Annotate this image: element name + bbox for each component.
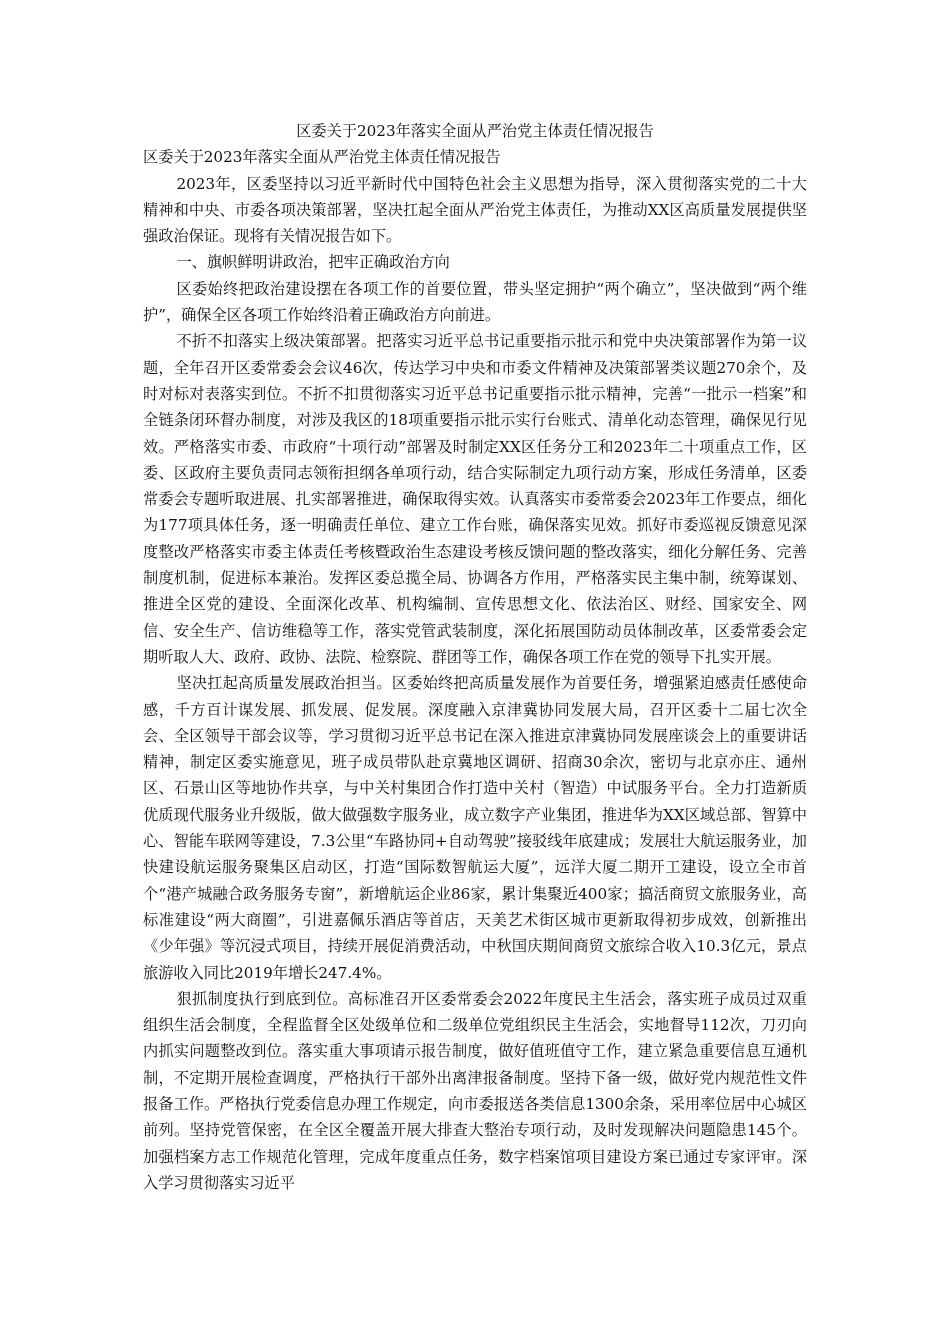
body-paragraph-2: 不折不扣落实上级决策部署。把落实习近平总书记重要指示批示和党中央决策部署作为第一议题，全年召开区委常委会会议46次，传达学习中央和市委文件精神及决策部署类议题270余个，及时对标对表落实到位。不折不扣贯彻落实习近平总书记重要指示批示精神，完善“一批示一档案”和全链条闭环督办制度，对涉及我区的18项重要指示批示实行台账式、清单化动态管理，确保见行见效。严格落实市委、市政府“十项行动”部署及时制定XX区任务分工和2023年二十项重点工作，区委、区政府主要负责同志领衔担纲各单项行动，结合实际制定九项行动方案，形成任务清单，区委常委会专题听取进展、扎实部署推进，确保取得实效。认真落实市委常委会2023年工作要点，细化为177项具体任务，逐一明确责任单位、建立工作台账，确保落实见效。抓好市委巡视反馈意见深度整改严格落实市委主体责任考核暨政治生态建设考核反馈问题的整改落实，细化分解任务、完善制度机制，促进标本兼治。发挥区委总揽全局、协调各方作用，严格落实民主集中制，统筹谋划、推进全区党的建设、全面深化改革、机构编制、宣传思想文化、依法治区、财经、国家安全、网信、安全生产、信访维稳等工作，落实党管武装制度，深化拓展国防动员体制改革，区委常委会定期听取人大、政府、政协、法院、检察院、群团等工作，确保各项工作在党的领导下扎实开展。	[143, 332, 807, 666]
section-heading-1: 一、旗帜鲜明讲政治，把牢正确政治方向	[176, 253, 450, 272]
body-paragraph-3: 坚决扛起高质量发展政治担当。区委始终把高质量发展作为首要任务，增强紧迫感责任感使命感，千方百计谋发展、抓发展、促发展。深度融入京津冀协同发展大局，召开区委十二届七次全会、全区领导干部会议等，学习贯彻习近平总书记在深入推进京津冀协同发展座谈会上的重要讲话精神，制定区委实施意见，班子成员带队赴京冀地区调研、招商30余次，密切与北京亦庄、通州区、石景山区等地协作共享，与中关村集团合作打造中关村（智造）中试服务平台。全力打造新质优质现代服务业升级版，做大做强数字服务业，成立数字产业集团，推进华为XX区域总部、智算中心、智能车联网等建设，7.3公里“车路协同+自动驾驶”接驳线年底建成；发展壮大航运服务业，加快建设航运服务聚集区启动区，打造“国际数智航运大厦”，远洋大厦二期开工建设，设立全市首个“港产城融合政务服务专窗”，新增航运企业86家，累计集聚近400家；搞活商贸文旅服务业，高标准建设“两大商圈”，引进嘉佩乐酒店等首店，天美艺术街区城市更新取得初步成效，创新推出《少年强》等沉浸式项目，持续开展促消费活动，中秋国庆期间商贸文旅综合收入10.3亿元，景点旅游收入同比2019年增长247.4%。	[143, 674, 807, 982]
document-page	[143, 118, 807, 1196]
body-paragraph-4: 狠抓制度执行到底到位。高标准召开区委常委会2022年度民主生活会，落实班子成员过双重组织生活会制度，全程监督全区处级单位和二级单位党组织民主生活会，实地督导112次，刀刃向内抓实问题整改到位。落实重大事项请示报告制度，做好值班值守工作，建立紧急重要信息互通机制，不定期开展检查调度，严格执行干部外出离津报备制度。坚持下备一级，做好党内规范性文件报备工作。严格执行党委信息办理工作规定，向市委报送各类信息1300余条，采用率位居中心城区前列。坚持党管保密，在全区全覆盖开展大排查大整治专项行动，及时发现解决问题隐患145个。加强档案方志工作规范化管理，完成年度重点任务，数字档案馆项目建设方案已通过专家评审。深入学习贯彻落实习近平	[143, 989, 807, 1192]
body-paragraph-1: 区委始终把政治建设摆在各项工作的首要位置，带头坚定拥护“两个确立”，坚决做到“两个维护”，确保全区各项工作始终沿着正确政治方向前进。	[143, 279, 807, 325]
intro-paragraph: 2023年，区委坚持以习近平新时代中国特色社会主义思想为指导，深入贯彻落实党的二十大精神和中央、市委各项决策部署，坚决扛起全面从严治党主体责任，为推动XX区高质量发展提供坚强政治保证。现将有关情况报告如下。	[143, 174, 807, 246]
document-title: 区委关于2023年落实全面从严治党主体责任情况报告	[296, 122, 654, 140]
document-subtitle: 区委关于2023年落实全面从严治党主体责任情况报告	[143, 148, 501, 167]
